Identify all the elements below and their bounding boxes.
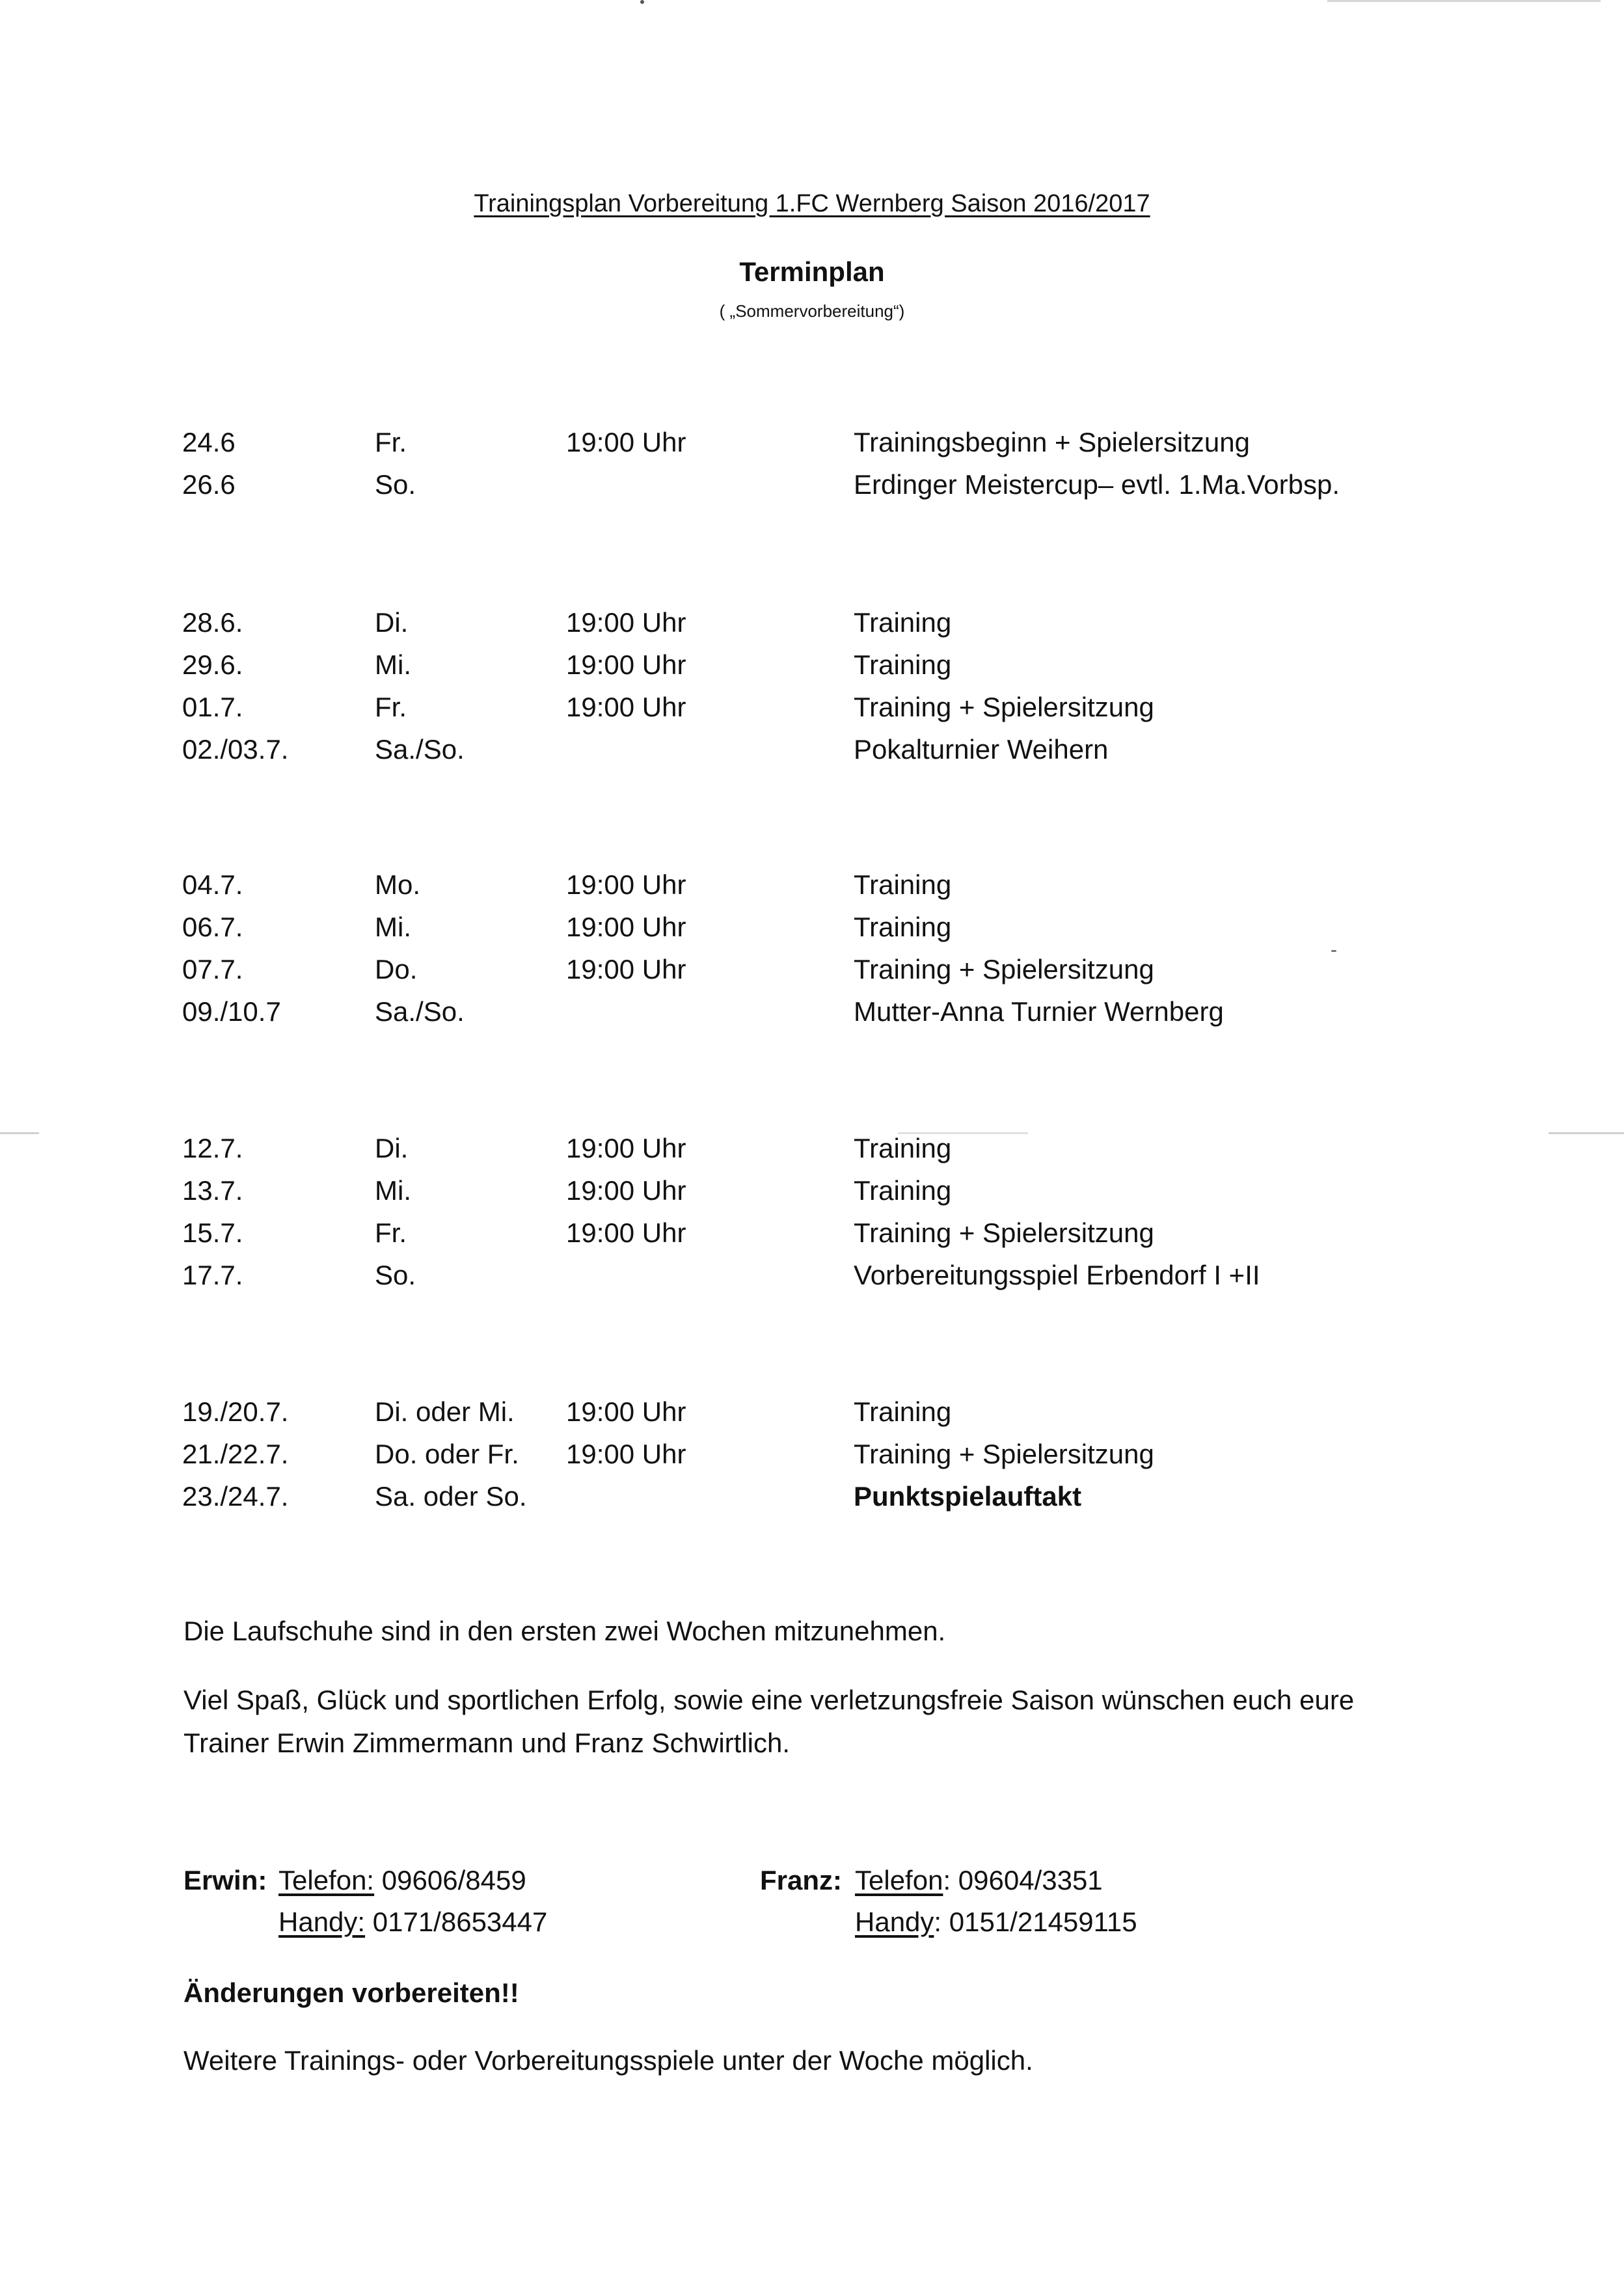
schedule-row (0, 465, 1624, 504)
schedule-row (0, 1171, 1624, 1210)
phone-label: Telefon (855, 1865, 943, 1895)
schedule-row (0, 688, 1624, 727)
schedule-row (0, 992, 1624, 1031)
contact-franz (760, 1860, 1346, 1951)
schedule-day: Do. (375, 954, 418, 984)
mobile-number: : 0151/21459115 (934, 1907, 1137, 1937)
schedule-time: 19:00 Uhr (566, 869, 686, 900)
additional-note: Weitere Trainings- oder Vorbereitungsspiele unter der Woche möglich. (183, 2045, 1033, 2076)
mobile-number: 0171/8653447 (365, 1907, 548, 1937)
contact-erwin (183, 1860, 769, 1951)
schedule-day: Di. (375, 607, 409, 638)
schedule-event: Training (854, 649, 952, 680)
schedule-day: So. (375, 469, 416, 500)
schedule-time: 19:00 Uhr (566, 1133, 686, 1163)
schedule-date: 07.7. (182, 954, 243, 984)
schedule-day: Sa./So. (375, 996, 465, 1027)
phone-number: 09606/8459 (374, 1865, 526, 1895)
contact-mobile-line (855, 1901, 1137, 1943)
mobile-label: Handy: (278, 1907, 366, 1937)
schedule-row (0, 423, 1624, 462)
schedule-time: 19:00 Uhr (566, 954, 686, 984)
note-wishes: Viel Spaß, Glück und sportlichen Erfolg, sowie eine verletzungsfreie Saison wünschen euch eure Trainer Erwin Zimmermann und Franz Schwirtlich. (183, 1685, 1355, 1758)
schedule-time: 19:00 Uhr (566, 692, 686, 722)
schedule-time: 19:00 Uhr (566, 912, 686, 942)
schedule-date: 24.6 (182, 427, 236, 457)
schedule-time: 19:00 Uhr (566, 1217, 686, 1248)
schedule-event: Trainingsbeginn + Spielersitzung (854, 427, 1250, 457)
schedule-row (0, 1256, 1624, 1295)
schedule-date: 15.7. (182, 1217, 243, 1248)
document-title: Trainingsplan Vorbereitung 1.FC Wernberg Saison 2016/2017 (474, 190, 1150, 217)
schedule-row (0, 1435, 1624, 1474)
scan-speck (640, 0, 644, 4)
schedule-row (0, 1214, 1624, 1253)
note-running-shoes: Die Laufschuhe sind in den ersten zwei Wochen mitzunehmen. (183, 1616, 946, 1646)
schedule-day: Mi. (375, 649, 411, 680)
schedule-event: Training (854, 1396, 952, 1427)
schedule-date: 28.6. (182, 607, 243, 638)
contact-name: Franz: (760, 1865, 842, 1895)
schedule-row (0, 1477, 1624, 1516)
mobile-label: Handy (855, 1907, 934, 1937)
schedule-time: 19:00 Uhr (566, 427, 686, 457)
schedule-day: Di. oder Mi. (375, 1396, 515, 1427)
schedule-date: 19./20.7. (182, 1396, 289, 1427)
scan-edge-mark (1327, 0, 1601, 2)
schedule-row (0, 645, 1624, 685)
schedule-event: Training + Spielersitzung (854, 954, 1154, 984)
schedule-day: Sa./So. (375, 734, 465, 765)
schedule-day: Sa. oder So. (375, 1481, 527, 1512)
schedule-day: Di. (375, 1133, 409, 1163)
schedule-event: Training + Spielersitzung (854, 1217, 1154, 1248)
schedule-event: Training (854, 912, 952, 942)
document-subheading: ( „Sommervorbereitung“) (719, 301, 905, 321)
schedule-row (0, 950, 1624, 989)
schedule-date: 23./24.7. (182, 1481, 289, 1512)
phone-number: : 09604/3351 (943, 1865, 1103, 1895)
schedule-date: 12.7. (182, 1133, 243, 1163)
schedule-date: 17.7. (182, 1260, 243, 1290)
schedule-event: Training (854, 1175, 952, 1206)
document-heading: Terminplan (739, 256, 885, 287)
schedule-date: 13.7. (182, 1175, 243, 1206)
schedule-date: 29.6. (182, 649, 243, 680)
schedule-event: Training (854, 1133, 952, 1163)
schedule-row (0, 730, 1624, 769)
schedule-day: Mi. (375, 1175, 411, 1206)
schedule-event: Vorbereitungsspiel Erbendorf I +II (854, 1260, 1260, 1290)
schedule-day: Fr. (375, 427, 407, 457)
schedule-day: Fr. (375, 692, 407, 722)
schedule-day: So. (375, 1260, 416, 1290)
contact-mobile-line (278, 1901, 547, 1943)
schedule-event: Pokalturnier Weihern (854, 734, 1109, 765)
changes-notice: Änderungen vorbereiten!! (183, 1977, 519, 2008)
schedule-day: Mo. (375, 869, 421, 900)
schedule-row (0, 603, 1624, 642)
schedule-time: 19:00 Uhr (566, 649, 686, 680)
schedule-time: 19:00 Uhr (566, 1175, 686, 1206)
schedule-event: Training (854, 607, 952, 638)
schedule-row (0, 1129, 1624, 1168)
schedule-date: 06.7. (182, 912, 243, 942)
schedule-date: 21./22.7. (182, 1439, 289, 1469)
schedule-day: Fr. (375, 1217, 407, 1248)
schedule-date: 02./03.7. (182, 734, 289, 765)
schedule-event: Training + Spielersitzung (854, 692, 1154, 722)
schedule-event: Punktspielauftakt (854, 1481, 1082, 1512)
contact-name: Erwin: (183, 1865, 267, 1895)
schedule-event: Erdinger Meistercup– evtl. 1.Ma.Vorbsp. (854, 469, 1340, 500)
schedule-date: 09./10.7 (182, 996, 281, 1027)
schedule-event: Training (854, 869, 952, 900)
schedule-event: Training + Spielersitzung (854, 1439, 1154, 1469)
schedule-date: 04.7. (182, 869, 243, 900)
schedule-row (0, 1392, 1624, 1432)
schedule-date: 26.6 (182, 469, 236, 500)
schedule-row (0, 865, 1624, 904)
contact-phone-line (278, 1860, 526, 1901)
phone-label: Telefon: (278, 1865, 375, 1895)
schedule-event: Mutter-Anna Turnier Wernberg (854, 996, 1224, 1027)
schedule-time: 19:00 Uhr (566, 607, 686, 638)
schedule-day: Do. oder Fr. (375, 1439, 519, 1469)
contact-phone-line (855, 1860, 1103, 1901)
schedule-date: 01.7. (182, 692, 243, 722)
schedule-time: 19:00 Uhr (566, 1439, 686, 1469)
schedule-row (0, 908, 1624, 947)
schedule-time: 19:00 Uhr (566, 1396, 686, 1427)
schedule-day: Mi. (375, 912, 411, 942)
